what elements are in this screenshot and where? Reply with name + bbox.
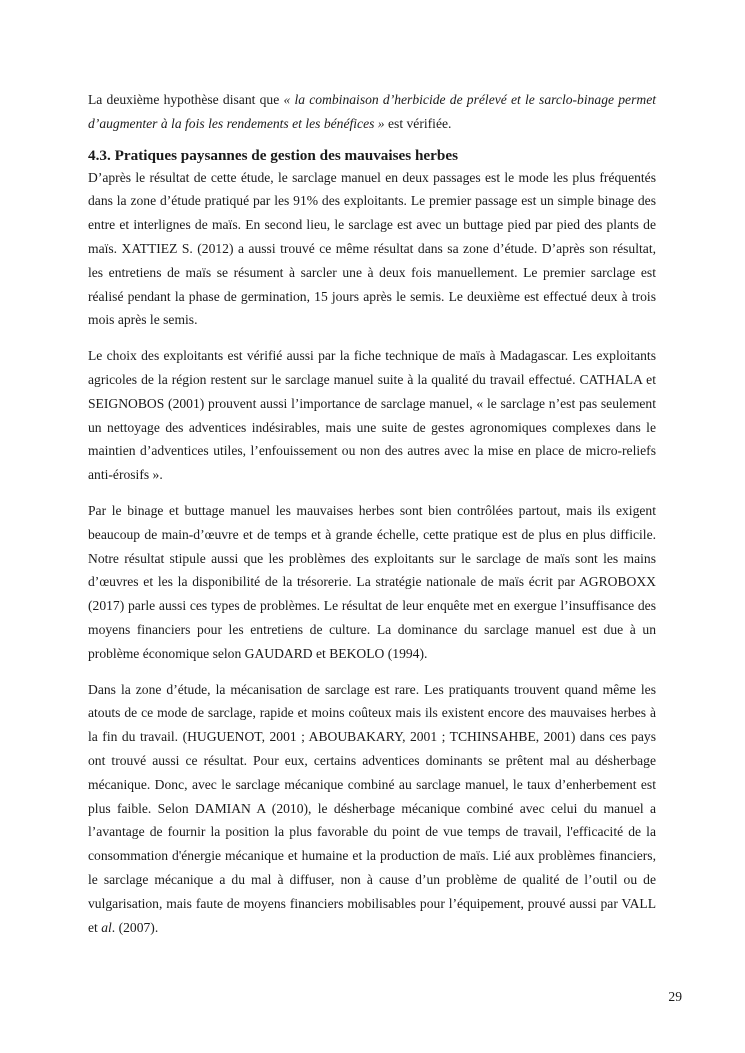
paragraph-hypothesis bbox=[88, 88, 656, 136]
paragraph-manual-weeding: D’après le résultat de cette étude, le sarclage manuel en deux passages est le mode les plus fréquentés dans la zone d’étude pratiqué par les 91% des exploitants. Le premier passage est un simple binage des entre et interlignes de maïs. En second lieu, le sarclage est avec un buttage pied par pied des plants de maïs. XATTIEZ S. (2012) a aussi trouvé ce même résultat dans sa zone d’étude. D’après son résultat, les entretiens de maïs se résument à sarcler une à deux fois manuellement. Le premier sarclage est réalisé pendant la phase de germination, 15 jours après le semis. Le deuxième est effectué deux à trois mois après le semis. bbox=[88, 169, 656, 328]
section-heading: 4.3. Pratiques paysannes de gestion des mauvaises herbes bbox=[88, 146, 459, 164]
hypothesis-quote: « la combinaison d’herbicide de prélevé et le sarclo-binage permet d’augmenter à la fois les rendements et les bénéfices » bbox=[88, 92, 657, 131]
page-content bbox=[88, 88, 656, 939]
page-number: 29 bbox=[668, 989, 682, 1004]
hypothesis-conclusion: est vérifiée. bbox=[384, 115, 452, 131]
mechanization-end: . (2007). bbox=[111, 919, 159, 935]
paragraph-farmer-choice: Le choix des exploitants est vérifié aussi par la fiche technique de maïs à Madagascar. Les exploitants agricoles de la région restent sur le sarclage manuel suite à la qualité du travail effectué. CATHALA et SEIGNOBOS (2001) prouvent aussi l’importance de sarclage manuel, « le sarclage n’est pas seulement un nettoyage des adventices indésirables, mais une suite de gestes agronomiques complexes dans le maintien d’adventices utiles, l’enfouissement ou non des autres avec la mise en place de micro-reliefs anti-érosifs ». bbox=[88, 348, 656, 483]
mechanization-text: Dans la zone d’étude, la mécanisation de sarclage est rare. Les pratiquants trouvent quand même les atouts de ce mode de sarclage, rapide et moins coûteux mais ils existent encore des mauvaises herbes à la fin du travail. (HUGUENOT, 2001 ; ABOUBAKARY, 2001 ; TCHINSAHBE, 2001) dans ces pays ont trouvé aussi ce résultat. Pour eux, certains adventices dominants se prêtent mal au désherbage mécanique. Donc, avec le sarclage mécanique combiné au sarclage manuel, le taux d’enherbement est plus faible. Selon DAMIAN A (2010), le désherbage mécanique combiné avec celui du manuel a l’avantage de fournir la position la plus favorable du point de vue temps de travail, l'efficacité de la consommation d'énergie mécanique et humaine et la production de maïs. Lié aux problèmes financiers, le sarclage mécanique a du mal à diffuser, non à cause d’un problème de qualité de l’outil ou de vulgarisation, mais faute de moyens financiers mobilisables pour l’équipement, prouvé aussi par VALL et bbox=[88, 681, 656, 935]
paragraph-hoeing-ridging: Par le binage et buttage manuel les mauvaises herbes sont bien contrôlées partout, mais ils exigent beaucoup de main-d’œuvre et de temps et à grande échelle, cette pratique est de plus en plus difficile. Notre résultat stipule aussi que les problèmes des exploitants sur le sarclage de maïs sont les mains d’œuvres et les la disponibilité de la trésorerie. La stratégie nationale de maïs écrit par AGROBOXX (2017) parle aussi ces types de problèmes. Le résultat de leur enquête met en exergue l’insuffisance des moyens financiers pour les entretiens de culture. La dominance du sarclage manuel est due à un problème économique selon GAUDARD et BEKOLO (1994). bbox=[88, 502, 656, 661]
et-al-italic: al bbox=[101, 919, 112, 935]
hypothesis-intro: La deuxième hypothèse disant que bbox=[88, 92, 284, 107]
paragraph-mechanization bbox=[88, 678, 656, 940]
